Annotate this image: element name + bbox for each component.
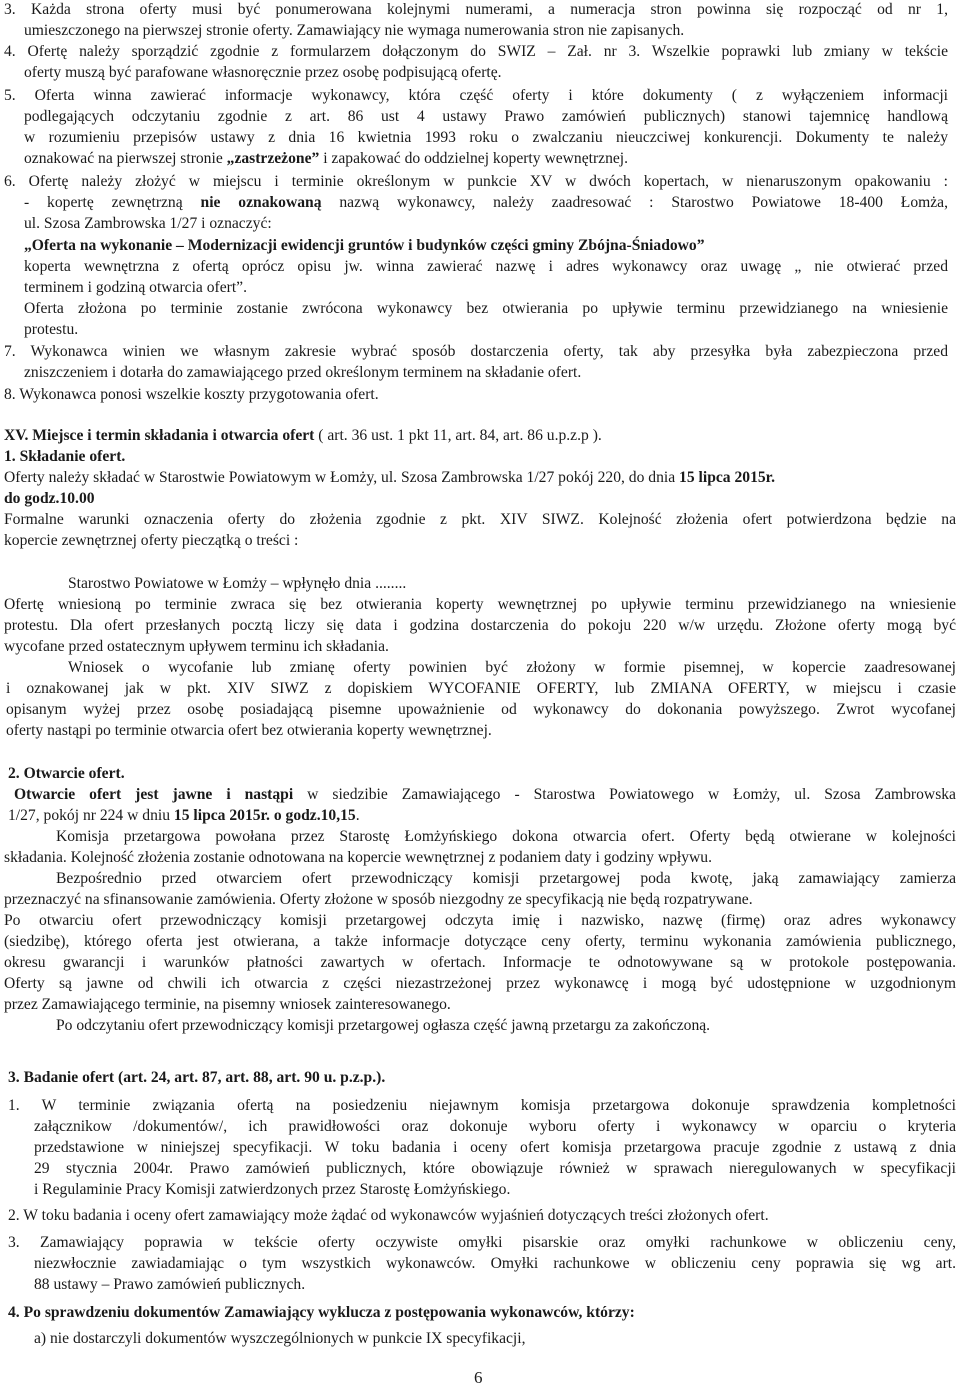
text-line: oferty nastąpi po terminie otwarcia ofert bez otwierania koperty wewnętrznej. [6, 722, 492, 739]
text-line: umieszczonego na pierwszej stronie oferty. Zamawiający nie wymaga numerowania stron nie zapisanych. [24, 22, 685, 39]
text-run: oznakować na pierwszej stronie [24, 150, 227, 167]
text-line: koperta wewnętrzna z ofertą oprócz opisu jw. winna zawierać nazwę i adres wykonawcy oraz uwagę „ nie otwierać przed [24, 258, 948, 275]
text-line: Starostwo Powiatowe w Łomży – wpłynęło dnia ........ [68, 575, 407, 592]
text-run: i zapakować do oddzielnej koperty wewnętrznej. [319, 150, 629, 167]
text-line: 1. W terminie związania ofertą na posiedzeniu niejawnym komisja przetargowa dokonuje sprawdzenia kompletności [8, 1097, 956, 1114]
text-line: protestu. [24, 321, 79, 338]
text-line: Po odczytaniu ofert przewodniczący komisji przetargowej ogłasza część jawną przetargu za zakończoną. [56, 1017, 711, 1034]
text-line: 6. Ofertę należy złożyć w miejscu i terminie określonym w punkcie XV w dwóch kopertach, w nienaruszonym opakowaniu : [4, 173, 948, 190]
text-line: Oferty są jawne od chwili ich otwarcia z części niezastrzeżonej przez wykonawcę i mogą być udostępnione w uzgodnionym [4, 975, 956, 992]
bold-run: 15 lipca 2015r. o godz.10,15 [173, 807, 356, 824]
text-line: wycofane przed ostatecznym upływem terminu ich składania. [4, 638, 389, 655]
text-run: - kopertę zewnętrzną [24, 194, 201, 211]
text-line: do godz.10.00 [4, 490, 95, 507]
text-line: załącznikow /dokumentów/, ich prawidłowości oraz dokonuje wyboru oferty i wykonawcy w oparciu o kryteria [34, 1118, 956, 1135]
page-number: 6 [474, 1368, 483, 1387]
text-line: niezwłocznie zawiadamiając o tym wszystkich wykonawców. Omyłki rachunkowe w obliczeniu ceny poprawia się wg art. [34, 1255, 956, 1272]
text-line [4, 426, 602, 447]
text-line: Formalne warunki oznaczenia oferty do złożenia zgodnie z pkt. XIV SIWZ. Kolejność złożenia ofert potwierdzona będzie na [4, 511, 956, 528]
text-line: przedstawione w niniejszej specyfikacji. W toku badania i oceny ofert komisja przetargowa pracuje zgodnie z ustawą z dnia [34, 1139, 956, 1156]
text-run: ( art. 36 ust. 1 pkt 11, art. 84, art. 86 u.p.z.p ). [314, 427, 602, 444]
text-line: 3. Każda strona oferty musi być ponumerowana kolejnymi numerami, a numeracja stron powinna się rozpocząć od nr 1, [4, 1, 948, 18]
text-line: Oferta złożona po terminie zostanie zwrócona wykonawcy bez otwierania po upływie terminu przewidzianego na wniesienie [24, 300, 948, 317]
text-line [14, 785, 956, 806]
text-line: przez Zamawiającego terminie, na pisemny wniosek zainteresowanego. [4, 996, 451, 1013]
bold-run: Otwarcie ofert jest jawne i nastąpi [14, 786, 294, 803]
text-run: 1/27, pokój nr 224 w dniu [8, 807, 174, 824]
bold-run: XV. Miejsce i termin składania i otwarcia ofert [4, 427, 315, 444]
text-line: a) nie dostarczyli dokumentów wyszczególnionych w punkcie IX specyfikacji, [34, 1330, 526, 1347]
text-line: zniszczeniem i dotarła do zamawiającego przed określonym terminem na składanie ofert. [24, 364, 582, 381]
text-line: Wniosek o wycofanie lub zmianę oferty powinien być złożony w formie pisemnej, w kopercie zaadresowanej [68, 659, 956, 676]
text-line: 3. Zamawiający poprawia w tekście oferty oczywiste omyłki pisarskie oraz omyłki rachunkowe w obliczeniu ceny, [8, 1234, 956, 1251]
text-run: w siedzibie Zamawiającego - Starostwa Powiatowego w Łomży, ul. Szosa Zambrowska [293, 786, 956, 803]
bold-run: „zastrzeżone” [226, 150, 320, 167]
text-line: w rozumieniu przepisów ustawy z dnia 16 kwietnia 1993 roku o zwalczaniu nieuczciwej konkurencji. Dokumenty te należy [24, 129, 948, 146]
bold-run: nie oznakowaną [200, 194, 322, 211]
text-line: 29 stycznia 2004r. Prawo zamówień publicznych, które obowiązuje również w sprawach nieregulowanych w specyfikacji [34, 1160, 956, 1177]
text-line: okresu gwarancji i warunków płatności zawartych w ofertach. Informacje te odnotowywane są w protokole postępowania. [4, 954, 956, 971]
text-run: . [355, 807, 360, 824]
text-line: 3. Badanie ofert (art. 24, art. 87, art. 88, art. 90 u. p.z.p.). [8, 1069, 386, 1086]
text-line: protestu. Dla ofert przesłanych pocztą liczy się data i godzina dostarczenia do pokoju 220 w/w urzędu. Złożone oferty mogą być [4, 617, 956, 634]
text-line: (siedzibę), którego oferta jest otwierana, a także informacje dotyczące ceny oferty, terminu wykonania zamówienia publicznego, [4, 933, 956, 950]
text-line: ul. Szosa Zambrowska 1/27 i oznaczyć: [24, 215, 272, 232]
text-line [24, 193, 948, 214]
text-line: i oznakowanej jak w pkt. XIV SIWZ z dopiskiem WYCOFANIE OFERTY, lub ZMIANA OFERTY, w miejscu i czasie [6, 680, 956, 697]
text-line [8, 806, 360, 827]
text-line: podlegających odczytaniu zgodnie z art. 86 ust 4 ustawy Prawo zamówień publicznych) stanowi tajemnicę handlową [24, 108, 948, 125]
text-line: 4. Ofertę należy sporządzić zgodnie z formularzem dołączonym do SWIZ – Zał. nr 3. Wszelkie poprawki lub zmiany w tekście [4, 43, 948, 60]
text-line: 1. Składanie ofert. [4, 448, 126, 465]
text-line: Po otwarciu ofert przewodniczący komisji przetargowej odczyta imię i nazwisko, nazwę (firmę) oraz adres wykonawcy [4, 912, 956, 929]
text-run: nazwą wykonawcy, należy zaadresować : Starostwo Powiatowe 18-400 Łomża, [321, 194, 948, 211]
text-line: 2. W toku badania i oceny ofert zamawiający może żądać od wykonawców wyjaśnień dotyczących treści złożonych ofert. [8, 1207, 769, 1224]
text-line: składania. Kolejność złożenia zostanie odnotowana na kopercie wewnętrznej z podaniem daty i godziny wpływu. [4, 849, 712, 866]
text-line: kopercie zewnętrznej oferty pieczątką o treści : [4, 532, 299, 549]
text-run: Oferty należy składać w Starostwie Powiatowym w Łomży, ul. Szosa Zambrowska 1/27 pokój 220, do dnia [4, 469, 680, 486]
text-line: 5. Oferta winna zawierać informacje wykonawcy, która część oferty i które dokumenty ( z wyłączeniem informacji [4, 87, 948, 104]
text-line: 8. Wykonawca ponosi wszelkie koszty przygotowania ofert. [4, 386, 379, 403]
text-line: i Regulaminie Pracy Komisji zatwierdzonych przez Starostę Łomżyńskiego. [34, 1181, 511, 1198]
text-line [4, 468, 775, 489]
text-line: 7. Wykonawca winien we własnym zakresie wybrać sposób dostarczenia oferty, tak aby przesyłka była zabezpieczona przed [4, 343, 948, 360]
text-line [24, 149, 628, 170]
text-line: przeznaczyć na sfinansowanie zamówienia. Oferty złożone w sposób niezgodny ze specyfikacją nie będą rozpatrywane. [4, 891, 753, 908]
text-line: 88 ustawy – Prawo zamówień publicznych. [34, 1276, 306, 1293]
text-line: Komisja przetargowa powołana przez Starostę Łomżyńskiego dokona otwarcia ofert. Oferty będą otwierane w kolejności [56, 828, 956, 845]
text-line: opisanym wyżej przez osobę posiadającą pisemne upoważnienie od wykonawcy do dokonania powyższego. Zwrot wycofanej [6, 701, 956, 718]
text-line: Ofertę wniesioną po terminie zwraca się bez otwierania koperty wewnętrznej po upływie terminu przewidzianego na wniesienie [4, 596, 956, 613]
text-line: 4. Po sprawdzeniu dokumentów Zamawiający wyklucza z postępowania wykonawców, którzy: [8, 1304, 635, 1321]
text-line: 2. Otwarcie ofert. [8, 765, 125, 782]
text-line: Bezpośrednio przed otwarciem ofert przewodniczący komisji przetargowej poda kwotę, jaką zamawiający zamierza [56, 870, 956, 887]
bold-run: 15 lipca 2015r. [679, 469, 776, 486]
text-line: terminem i godziną otwarcia ofert”. [24, 279, 247, 296]
text-line: „Oferta na wykonanie – Modernizacji ewidencji gruntów i budynków części gminy Zbójna-Śniadowo” [24, 237, 705, 254]
text-line: oferty muszą być parafowane własnoręcznie przez osobę podpisującą ofertę. [24, 64, 502, 81]
